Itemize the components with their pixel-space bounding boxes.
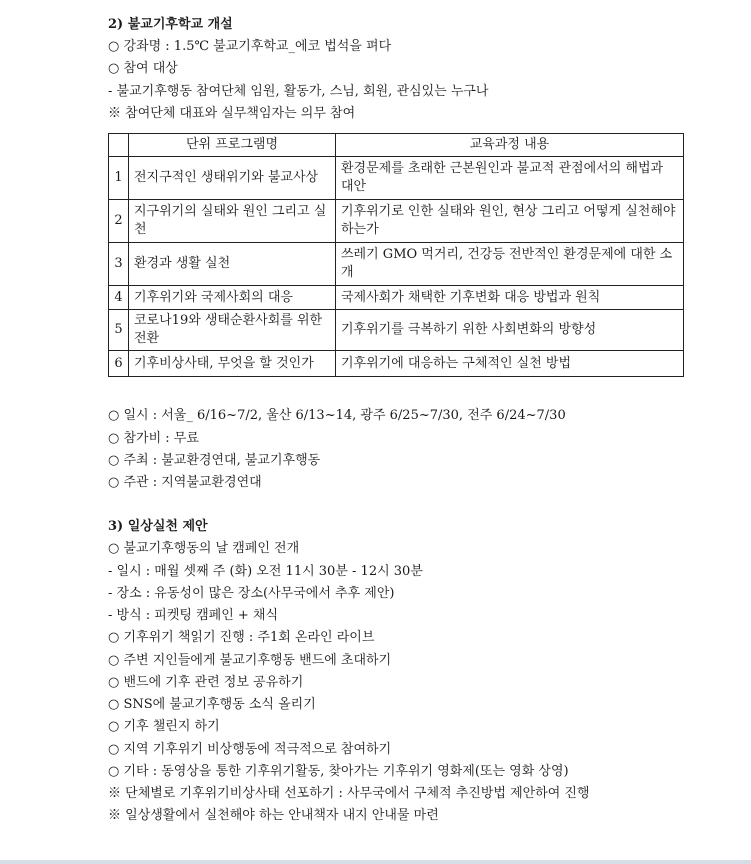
table-header-content: 교육과정 내용 xyxy=(336,134,684,157)
mandatory-note-line: ※ 참여단체 대표와 실무책임자는 의무 참여 xyxy=(108,106,356,121)
section3-heading: 3) 일상실천 제안 xyxy=(108,519,208,534)
host-line: ○ 주최 : 불교환경연대, 불교기후행동 xyxy=(108,453,321,468)
program-name-cell: 전지구적인 생태위기와 불교사상 xyxy=(129,157,336,200)
program-name-cell: 기후위기와 국제사회의 대응 xyxy=(129,286,336,310)
list-item: ※ 일상생활에서 실천해야 하는 안내책자 내지 안내물 마련 xyxy=(108,808,439,823)
list-item: ※ 단체별로 기후위기비상사태 선포하기 : 사무국에서 구체적 추진방법 제안하여 진행 xyxy=(108,786,590,801)
program-name-cell: 지구위기의 실태와 원인 그리고 실천 xyxy=(129,200,336,243)
table-row xyxy=(109,351,684,377)
program-content-cell: 환경문제를 초래한 근본원인과 불교적 관점에서의 해법과 대안 xyxy=(336,157,684,200)
organizer-line: ○ 주관 : 지역불교환경연대 xyxy=(108,475,262,490)
list-item: - 장소 : 유동성이 많은 장소(사무국에서 추후 제안) xyxy=(108,586,395,601)
table-header-num xyxy=(109,134,129,157)
row-number: 1 xyxy=(109,157,129,200)
table-row xyxy=(109,310,684,351)
list-item: ○ 주변 지인들에게 불교기후행동 밴드에 초대하기 xyxy=(108,653,392,668)
list-item: ○ 불교기후행동의 날 캠페인 전개 xyxy=(108,541,300,556)
row-number: 5 xyxy=(109,310,129,351)
table-row xyxy=(109,286,684,310)
list-item: ○ 밴드에 기후 관련 정보 공유하기 xyxy=(108,675,304,690)
program-content-cell: 기후위기로 인한 실태와 원인, 현상 그리고 어떻게 실천해야하는가 xyxy=(336,200,684,243)
program-table xyxy=(108,133,684,377)
page-bottom-edge xyxy=(0,860,751,864)
row-number: 6 xyxy=(109,351,129,377)
program-content-cell: 국제사회가 채택한 기후변화 대응 방법과 원칙 xyxy=(336,286,684,310)
program-content-cell: 기후위기에 대응하는 구체적인 실천 방법 xyxy=(336,351,684,377)
row-number: 4 xyxy=(109,286,129,310)
list-item: - 일시 : 매월 셋째 주 (화) 오전 11시 30분 - 12시 30분 xyxy=(108,564,423,579)
fee-line: ○ 참가비 : 무료 xyxy=(108,431,199,446)
list-item: ○ 기타 : 동영상을 통한 기후위기활동, 찾아가는 기후위기 영화제(또는 영화 상영) xyxy=(108,764,569,779)
program-name-cell: 코로나19와 생태순환사회를 위한 전환 xyxy=(129,310,336,351)
table-header-program: 단위 프로그램명 xyxy=(129,134,336,157)
program-content-cell: 기후위기를 극복하기 위한 사회변화의 방향성 xyxy=(336,310,684,351)
table-header-row xyxy=(109,134,684,157)
program-content-cell: 쓰레기 GMO 먹거리, 건강등 전반적인 환경문제에 대한 소개 xyxy=(336,243,684,286)
target-detail-line: - 불교기후행동 참여단체 임원, 활동가, 스님, 회원, 관심있는 누구나 xyxy=(108,84,489,99)
table-row xyxy=(109,200,684,243)
row-number: 2 xyxy=(109,200,129,243)
list-item: ○ 기후 챌린지 하기 xyxy=(108,719,220,734)
program-name-cell: 기후비상사태, 무엇을 할 것인가 xyxy=(129,351,336,377)
row-number: 3 xyxy=(109,243,129,286)
table-row xyxy=(109,243,684,286)
table-row xyxy=(109,157,684,200)
list-item: - 방식 : 피켓팅 캠페인 + 채식 xyxy=(108,608,279,623)
list-item: ○ 기후위기 책읽기 진행 : 주1회 온라인 라이브 xyxy=(108,630,375,645)
list-item: ○ SNS에 불교기후행동 소식 올리기 xyxy=(108,697,316,712)
course-name-line: ○ 강좌명 : 1.5℃ 불교기후학교_에코 법석을 펴다 xyxy=(108,39,392,54)
program-name-cell: 환경과 생활 실천 xyxy=(129,243,336,286)
list-item: ○ 지역 기후위기 비상행동에 적극적으로 참여하기 xyxy=(108,742,392,757)
target-heading-line: ○ 참여 대상 xyxy=(108,61,178,76)
schedule-line: ○ 일시 : 서울_ 6/16~7/2, 울산 6/13~14, 광주 6/25~7/30, 전주 6/24~7/30 xyxy=(108,408,566,423)
section2-heading: 2) 불교기후학교 개설 xyxy=(108,17,233,32)
